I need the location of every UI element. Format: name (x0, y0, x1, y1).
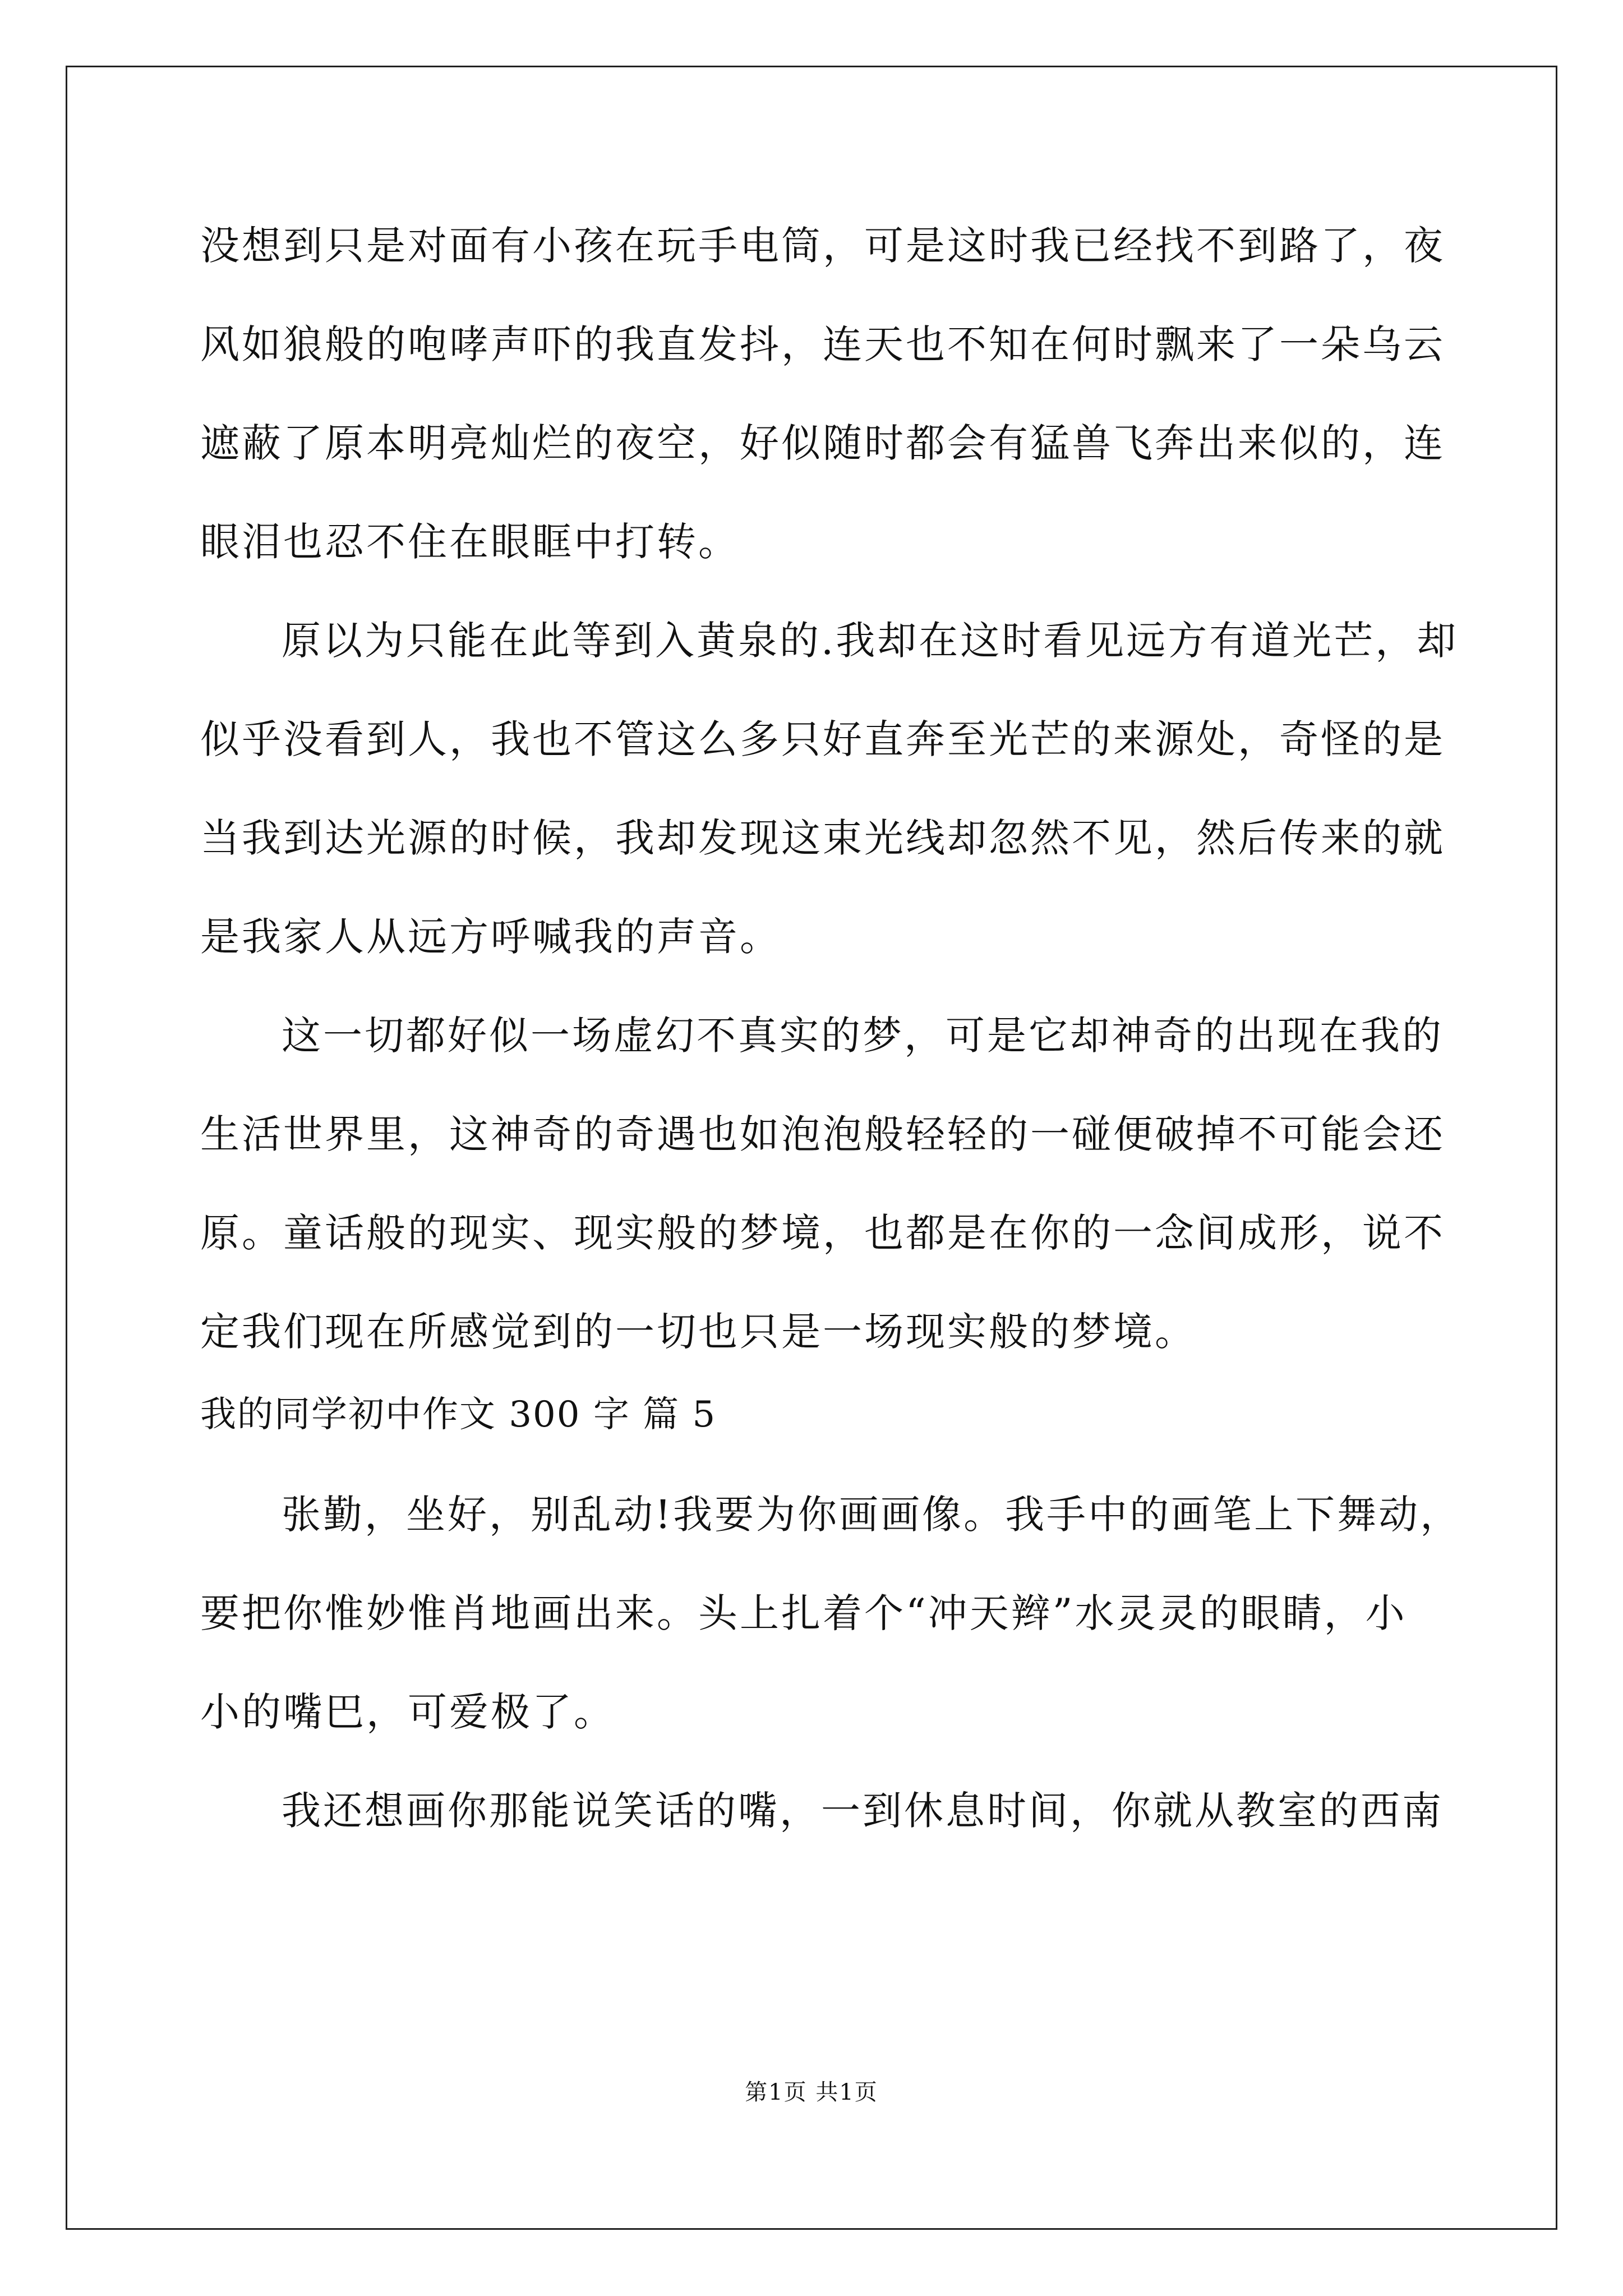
text-line: 张勤，坐好，别乱动!我要为你画画像。我手中的画笔上下舞动， (282, 1492, 1462, 1538)
page-number-footer: 第1页 共1页 (745, 2079, 878, 2105)
paragraph (200, 1465, 1462, 1761)
text-line: 遮蔽了原本明亮灿烂的夜空，好似随时都会有猛兽飞奔出来似的，连 (200, 420, 1445, 466)
paragraph (200, 1761, 1444, 1860)
text-line: 小的嘴巴，可爱极了。 (200, 1689, 615, 1735)
text-line: 这一切都好似一场虚幻不真实的梦，可是它却神奇的出现在我的 (282, 1013, 1444, 1059)
text-line: 是我家人从远方呼喊我的声音。 (200, 914, 781, 960)
text-line: 似乎没看到人，我也不管这么多只好直奔至光芒的来源处，奇怪的是 (200, 716, 1445, 762)
text-line: 原。童话般的现实、现实般的梦境，也都是在你的一念间成形，说不 (200, 1210, 1445, 1256)
document-body (200, 196, 1462, 1860)
text-line: 生活世界里，这神奇的奇遇也如泡泡般轻轻的一碰便破掉不可能会还 (200, 1111, 1445, 1157)
paragraph (200, 196, 1445, 591)
text-line: 我还想画你那能说笑话的嘴，一到休息时间，你就从教室的西南 (282, 1788, 1444, 1834)
text-line: 原以为只能在此等到入黄泉的.我却在这时看见远方有道光芒，却 (282, 618, 1459, 664)
text-line: 要把你惟妙惟肖地画出来。头上扎着个“冲天辫”水灵灵的眼睛，小 (200, 1590, 1407, 1636)
text-line: 没想到只是对面有小孩在玩手电筒，可是这时我已经找不到路了，夜 (200, 223, 1445, 269)
text-line: 当我到达光源的时候，我却发现这束光线却忽然不见，然后传来的就 (200, 815, 1445, 861)
text-line: 风如狼般的咆哮声吓的我直发抖，连天也不知在何时飘来了一朵乌云 (200, 321, 1445, 367)
section-title: 我的同学初中作文 300 字 篇 5 (200, 1394, 717, 1435)
paragraph (200, 986, 1445, 1381)
text-line: 定我们现在所感觉到的一切也只是一场现实般的梦境。 (200, 1309, 1196, 1355)
paragraph (200, 591, 1459, 986)
text-line: 眼泪也忍不住在眼眶中打转。 (200, 519, 740, 565)
